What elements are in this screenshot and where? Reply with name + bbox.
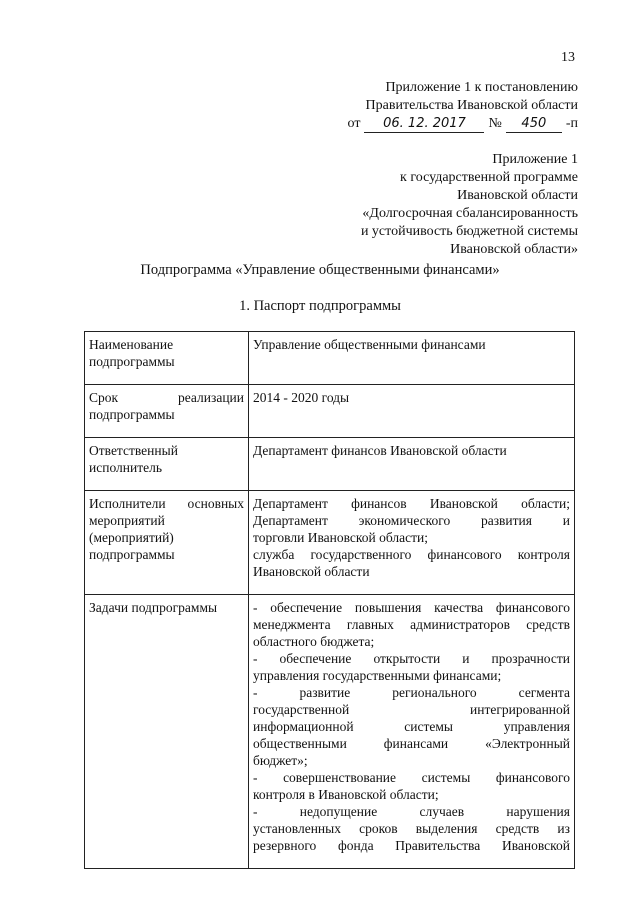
row-value-line: - развитие регионального сегмента (253, 685, 570, 700)
passport-table (84, 331, 575, 869)
annex-program-line2: к государственной программе (400, 170, 578, 185)
row-value-line: - обеспечение открытости и прозрачности (253, 651, 570, 666)
row-label-line: Исполнители основных (89, 496, 244, 511)
row-value-cell (249, 438, 575, 491)
row-value-line: общественными финансами «Электронный (253, 736, 570, 751)
row-value-line: областного бюджета; (253, 634, 375, 649)
annex-program-line1: Приложение 1 (492, 152, 578, 167)
row-label-line: Ответственный (89, 443, 178, 458)
row-label-line: Наименование (89, 337, 174, 352)
row-value-line: - совершенствование системы финансового (253, 770, 570, 785)
table-row (85, 595, 575, 869)
decree-number-handwritten: 450 (506, 116, 562, 133)
row-value-line: Ивановской области (253, 564, 370, 579)
row-value-cell (249, 385, 575, 438)
subprogram-title: Подпрограмма «Управление общественными финансами» (140, 262, 500, 278)
decree-date-number-line (348, 115, 578, 133)
row-value-line: управления государственными финансами; (253, 668, 502, 683)
row-label-line: подпрограммы (89, 547, 175, 562)
annex-program-line6: Ивановской области» (450, 242, 578, 257)
row-label-cell (85, 332, 249, 385)
decree-date-handwritten: 06. 12. 2017 (364, 116, 484, 133)
row-value-line: - обеспечение повышения качества финансового (253, 600, 570, 615)
number-suffix: -п (565, 116, 578, 131)
table-row (85, 491, 575, 595)
row-label-line: Срок реализации (89, 390, 244, 405)
row-label-cell (85, 385, 249, 438)
row-value-line: служба государственного финансового контроля (253, 547, 570, 562)
row-label-line: Задачи подпрограммы (89, 600, 218, 615)
row-value-line: Департамент экономического развития и (253, 513, 570, 528)
row-label-cell (85, 595, 249, 869)
annex-decree-line2: Правительства Ивановской области (365, 98, 578, 113)
row-value-line: - недопущение случаев нарушения (253, 804, 570, 819)
row-value-line: бюджет»; (253, 753, 308, 768)
row-value-line: Департамент финансов Ивановской области (253, 443, 507, 458)
section-title: 1. Паспорт подпрограммы (239, 298, 401, 314)
row-value-line: менеджмента главных администраторов средств (253, 617, 570, 632)
annex-decree-line1: Приложение 1 к постановлению (385, 80, 578, 95)
row-value-line: Департамент финансов Ивановской области; (253, 496, 570, 511)
row-value-line: 2014 - 2020 годы (253, 390, 350, 405)
row-label-cell (85, 491, 249, 595)
row-label-line: подпрограммы (89, 354, 175, 369)
row-value-line: государственной интегрированной (253, 702, 570, 717)
row-value-line: Управление общественными финансами (253, 337, 486, 352)
annex-decree-header (348, 79, 578, 133)
annex-program-header (361, 151, 578, 259)
row-value-line: контроля в Ивановской области; (253, 787, 439, 802)
row-value-line: резервного фонда Правительства Ивановской (253, 838, 570, 853)
row-label-line: подпрограммы (89, 407, 175, 422)
row-value-cell (249, 332, 575, 385)
row-value-line: информационной системы управления (253, 719, 570, 734)
row-label-line: (мероприятий) (89, 530, 174, 545)
number-label: № (488, 116, 502, 131)
page-number: 13 (561, 50, 575, 65)
annex-program-line4: «Долгосрочная сбалансированность (362, 206, 578, 221)
row-label-line: исполнитель (89, 460, 162, 475)
table-row (85, 385, 575, 438)
row-value-cell (249, 595, 575, 869)
table-row (85, 438, 575, 491)
row-label-cell (85, 438, 249, 491)
annex-program-line3: Ивановской области (457, 188, 578, 203)
table-row (85, 332, 575, 385)
row-value-cell (249, 491, 575, 595)
annex-program-line5: и устойчивость бюджетной системы (360, 224, 578, 239)
from-label: от (347, 116, 361, 131)
row-label-line: мероприятий (89, 513, 165, 528)
row-value-line: торговли Ивановской области; (253, 530, 429, 545)
row-value-line: установленных сроков выделения средств из (253, 821, 570, 836)
